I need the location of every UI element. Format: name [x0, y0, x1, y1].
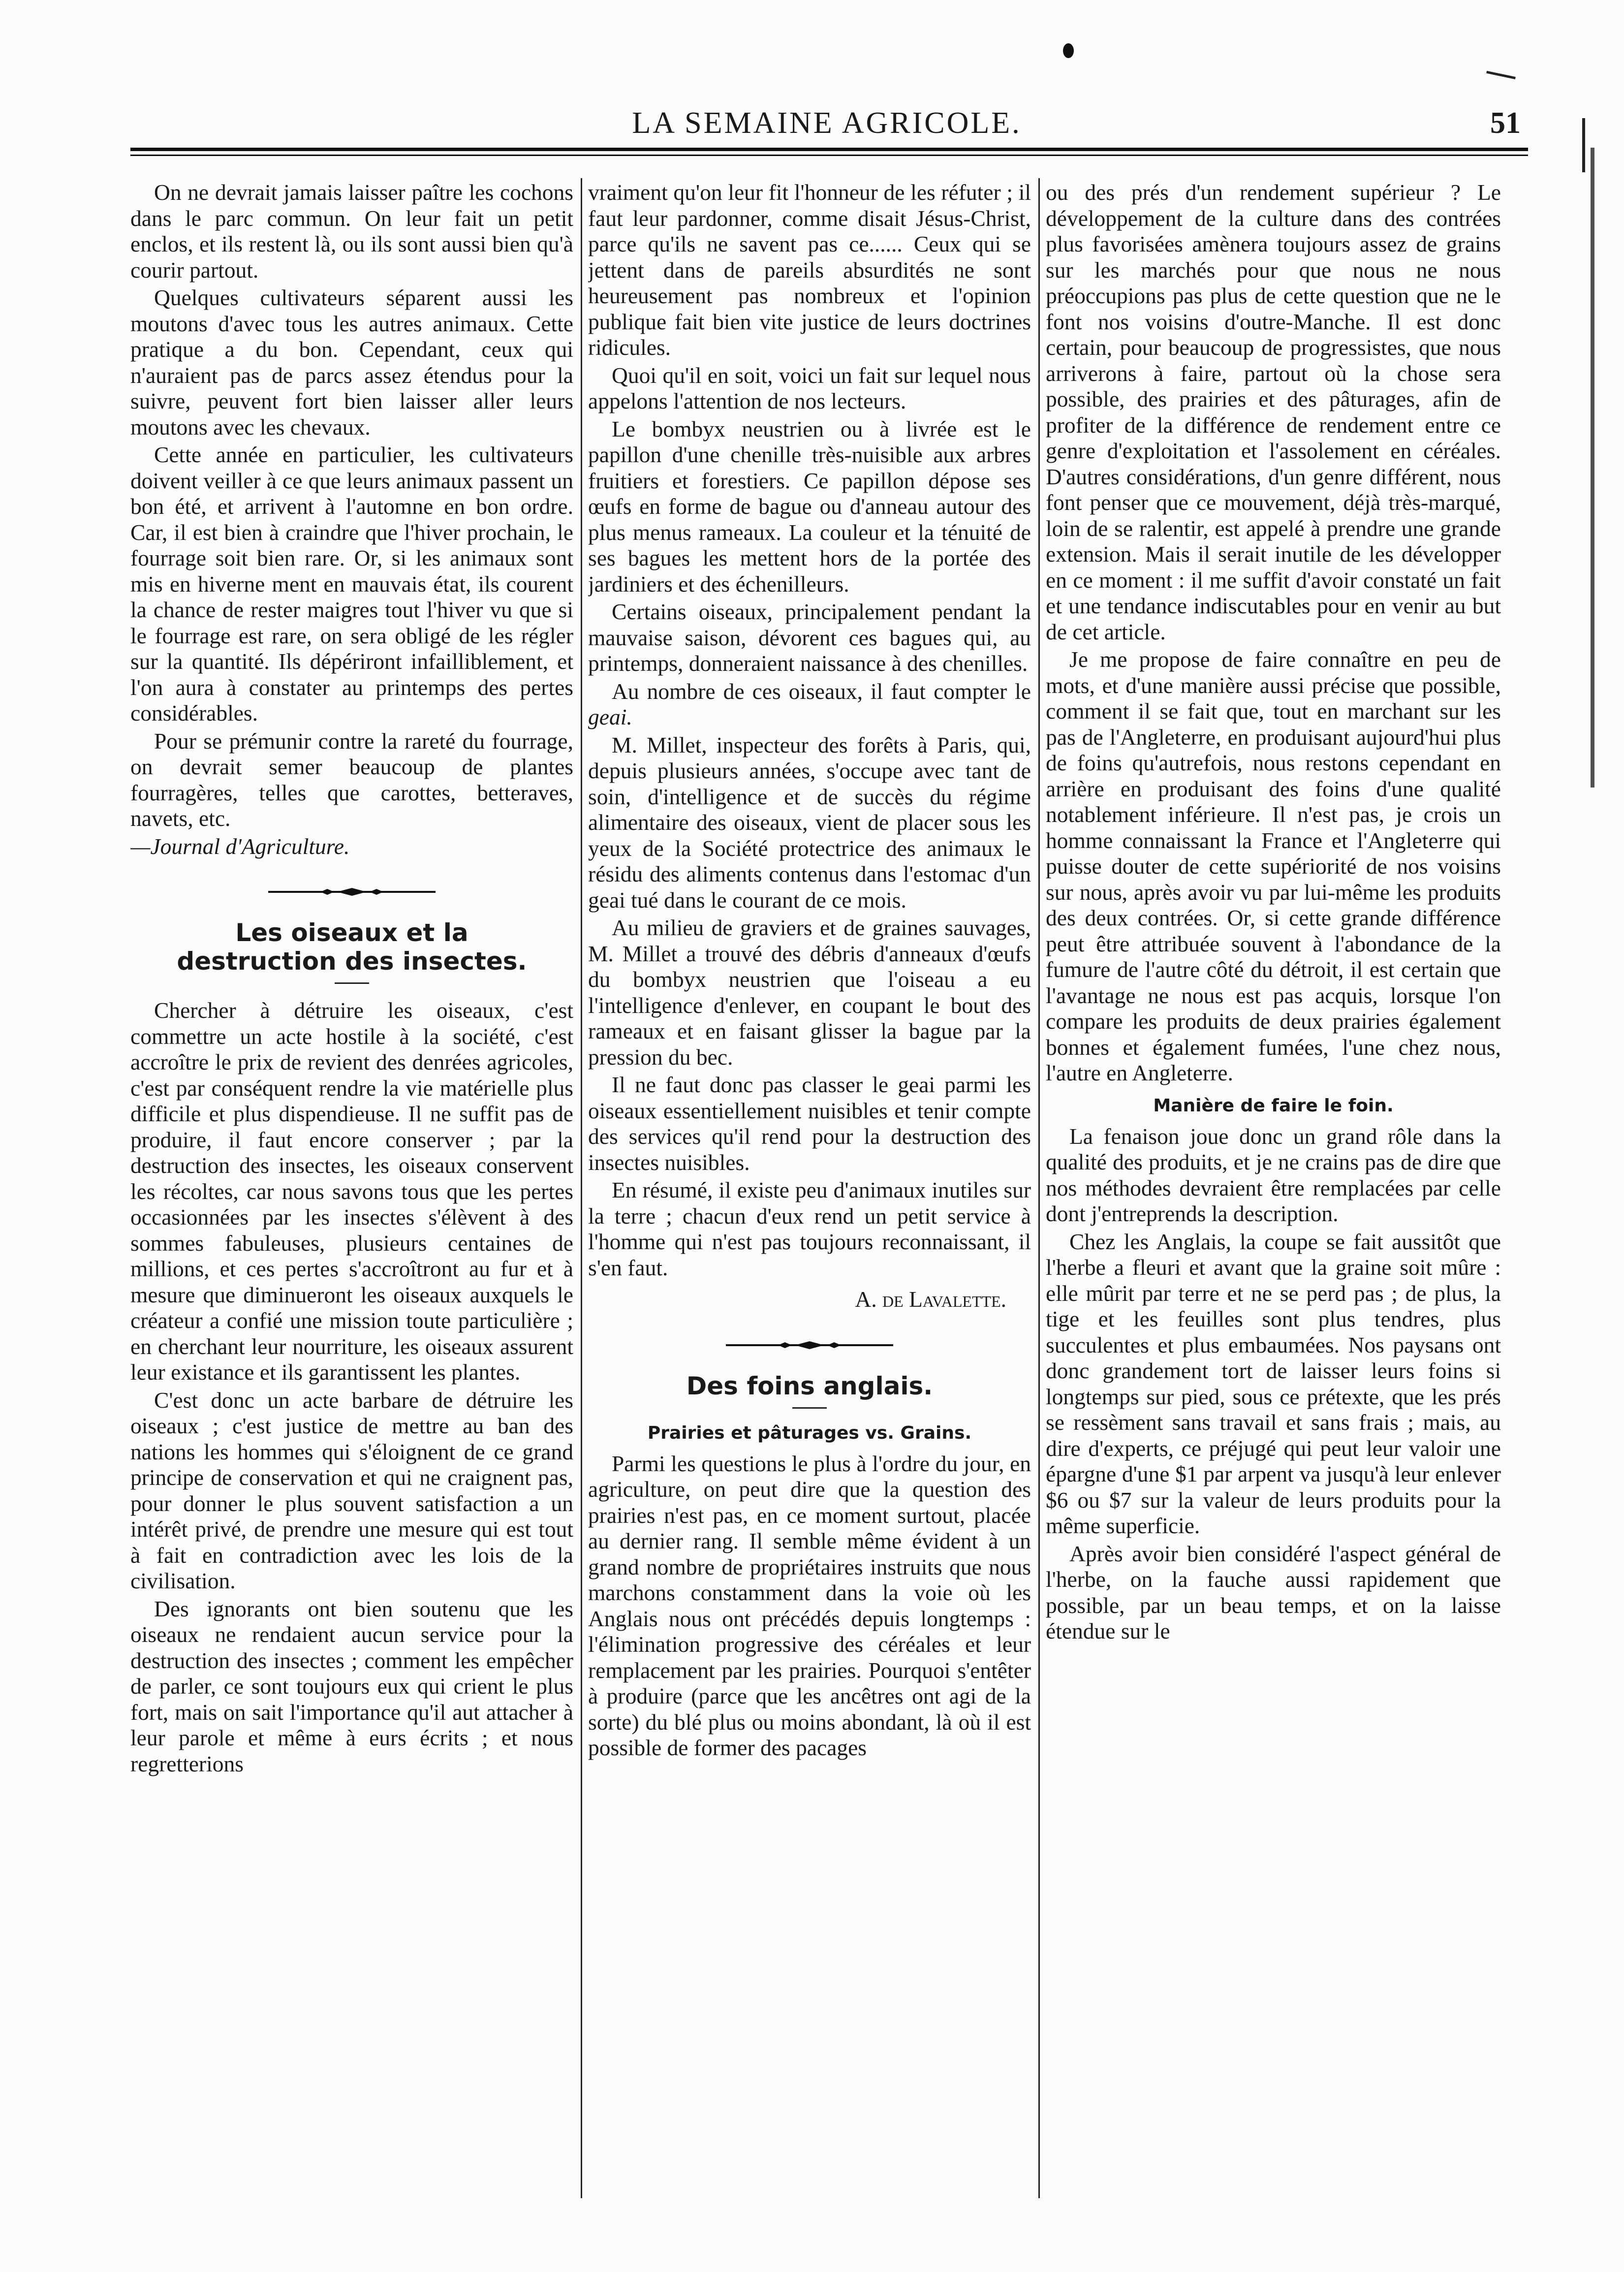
section-ornament [726, 1340, 893, 1350]
article-source: —Journal d'Agriculture. [130, 833, 350, 859]
paragraph: Je me propose de faire connaître en peu de mots, et d'une manière aussi précise que possible, comment il se fait que, tout en marchant sur les pas de l'Angleterre, en produisant aujourd'hui plus de foins qu'autrefois, nous restons cependant en arrière en produisant des foins d'une qualité notablement inférieure. Il n'est pas, je crois un homme connaissant la France et l'Angleterre qui puisse douter de cette supériorité de nos voisins sur nous, après avoir vu par lui-même les produits des deux contrées. Or, si cette grande différence peut être attribuée souvent à l'abondance de la fumure de l'autre côté du détroit, il est certain que l'avantage ne nous est pas acquis, lorsque l'on compare les produits de deux prairies également bonnes et également fumées, l'une chez nous, l'autre en Angleterre. [1046, 647, 1501, 1085]
heading-dash [792, 1407, 827, 1409]
paragraph: Chez les Anglais, la coupe se fait aussitôt que l'herbe a fleuri et avant que la graine soit mûre : elle mûrit par terre et ne se perd pas ; de plus, la tige et les feuilles sont plus tendres, plus succulentes et plus embaumées. Nos paysans ont donc grandement tort de laisser leurs foins si longtemps sur pied, sous ce prétexte, que les prés se ressèment sans travail et sans frais ; mais, au dire d'experts, ce préjugé qui peut leur valoir une épargne d'une $1 par arpent va jusqu'à leur enlever $6 ou $7 sur la valeur de leurs produits pour la même superficie. [1046, 1229, 1501, 1538]
paragraph [588, 679, 1031, 730]
paragraph: En résumé, il existe peu d'animaux inutiles sur la terre ; chacun d'eux rend un petit service à l'homme qui n'est pas toujours reconnaissant, il s'en faut. [588, 1177, 1031, 1280]
paragraph: Quelques cultivateurs séparent aussi les moutons d'avec tous les autres animaux. Cette pratique a du bon. Cependant, ceux qui n'auraient pas de parcs assez étendus pour la suivre, peuvent fort bien laisser aller leurs moutons avec les chevaux. [130, 285, 573, 440]
article-subheading: Prairies et pâturages vs. Grains. [647, 1422, 972, 1443]
column-divider [1038, 178, 1040, 2198]
paragraph: Cette année en particulier, les cultivateurs doivent veiller à ce que leurs animaux passent un bon été, et arrivent à l'automne en bon ordre. Car, il est bien à craindre que l'hiver prochain, le fourrage soit bien rare. Or, si les animaux sont mis en hiverne ment en mauvais état, ils courent la chance de rester maigres tout l'hiver vu que si le fourrage est rare, on sera obligé de les régler sur la quantité. Ils dépériront infailliblement, et l'on aura à constater au printemps des pertes considérables. [130, 442, 573, 726]
article-heading: Des foins anglais. [686, 1371, 933, 1400]
paragraph: On ne devrait jamais laisser paître les cochons dans le parc commun. On leur fait un petit enclos, et ils restent là, ou ils sont aussi bien qu'à courir partout. [130, 180, 573, 283]
paragraph: vraiment qu'on leur fit l'honneur de les réfuter ; il faut leur pardonner, comme disait Jésus-Christ, parce qu'ils ne savent pas ce...... Ceux qui se jettent dans de pareils absurdités ne sont heureusement pas nombreux et l'opinion publique fait bien vite justice de leurs doctrines ridicules. [588, 180, 1031, 360]
column-2 [588, 180, 1031, 2198]
paragraph: Il ne faut donc pas classer le geai parmi les oiseaux essentiellement nuisibles et tenir compte des services qu'il rend pour la destruction des insectes nuisibles. [588, 1072, 1031, 1175]
article-heading: Les oiseaux et la destruction des insectes. [177, 918, 527, 976]
paragraph: La fenaison joue donc un grand rôle dans la qualité des produits, et je ne crains pas de dire que nos méthodes devraient être remplacées par celle dont j'entreprends la description. [1046, 1123, 1501, 1226]
header-rule-thin [130, 155, 1528, 156]
column-divider [581, 178, 582, 2198]
paragraph: ou des prés d'un rendement supérieur ? Le développement de la culture dans des contrées plus favorisées amènera toujours assez de grains sur les marchés pour que nous ne nous préoccupions pas plus de cette question que ne le font nos voisins d'outre-Manche. Il est donc certain, pour beaucoup de progressistes, que nous arriverons à faire, partout où la chose sera possible, des prairies et des pâturages, afin de profiter de la différence de rendement entre ce genre d'exploitation et l'assolement en céréales. D'autres considérations, d'un genre différent, nous font penser que ce mouvement, déjà très-marqué, loin de se ralentir, est appelé à prendre une grande extension. Mais il serait inutile de les développer en ce moment : il me suffit d'avoir constaté un fait et une tendance indiscutables pour en venir au but de cet article. [1046, 180, 1501, 644]
page-header [133, 106, 1521, 150]
column-3 [1046, 180, 1501, 2198]
paragraph: C'est donc un acte barbare de détruire les oiseaux ; c'est justice de mettre au ban des nations les hommes qui s'éloignent de ce grand principe de conservation et qui ne craignent pas, pour donner le plus souvent satisfaction a un intérêt privé, de prendre une mesure qui est tout à fait en contradiction avec les lois de la civilisation. [130, 1387, 573, 1593]
page-number: 51 [1490, 106, 1521, 140]
emphasis-word: geai. [588, 704, 632, 729]
paragraph: Le bombyx neustrien ou à livrée est le papillon d'une chenille très-nuisible aux arbres fruitiers et forestiers. Ce papillon dépose ses œufs en forme de bague ou d'anneau autour des plus menus rameaux. La couleur et la ténuité de ses bagues les mettent hors de la portée des jardiniers et des échenilleurs. [588, 416, 1031, 597]
paragraph-text: Au nombre de ces oiseaux, il faut compter le [612, 678, 1031, 704]
page-edge-mark [1591, 148, 1594, 788]
page-edge-mark [1582, 118, 1585, 172]
newspaper-title: LA SEMAINE AGRICOLE. [632, 106, 1022, 140]
column-1 [130, 180, 573, 2198]
page-edge-mark [1486, 71, 1516, 79]
header-rule-thick [130, 148, 1528, 151]
author-signature: A. de Lavalette. [855, 1287, 1006, 1312]
section-subheading: Manière de faire le foin. [1153, 1095, 1394, 1116]
paragraph: Pour se prémunir contre la rareté du fourrage, on devrait semer beaucoup de plantes fourragères, telles que carottes, betteraves, navets, etc. [130, 728, 573, 831]
paragraph: Chercher à détruire les oiseaux, c'est commettre un acte hostile à la société, c'est accroître le prix de revient des denrées agricoles, c'est par conséquent rendre la vie matérielle plus difficile et plus dispendieuse. Il ne suffit pas de produire, il faut encore conserver ; par la destruction des insectes, les oiseaux conservent les récoltes, car nous savons tous que les pertes occasionnées par les insectes s'élèvent à des sommes fabuleuses, plusieurs centaines de millions, et ces pertes s'accroîtront au fur et à mesure que diminueront les oiseaux auxquels le créateur a confié une mission toute particulière ; en cherchant leur nourriture, les oiseaux assurent leur existance et ils garantissent les plantes. [130, 998, 573, 1385]
paragraph: Certains oiseaux, principalement pendant la mauvaise saison, dévorent ces bagues qui, au printemps, donneraient naissance à des chenilles. [588, 599, 1031, 676]
paragraph: Quoi qu'il en soit, voici un fait sur lequel nous appelons l'attention de nos lecteurs. [588, 362, 1031, 413]
paragraph: M. Millet, inspecteur des forêts à Paris, qui, depuis plusieurs années, s'occupe avec tant de soin, d'intelligence et de succès du régime alimentaire des oiseaux, vient de placer sous les yeux de la Société protectrice des animaux le résidu des aliments contenus dans l'estomac d'un geai tué dans le courant de ce mois. [588, 732, 1031, 913]
heading-dash [335, 982, 369, 984]
section-ornament [268, 887, 436, 897]
paragraph: Après avoir bien considéré l'aspect général de l'herbe, on la fauche aussi rapidement que possible, par un beau temps, et on la laisse étendue sur le [1046, 1541, 1501, 1643]
ink-blot [1063, 43, 1074, 58]
paragraph: Des ignorants ont bien soutenu que les oiseaux ne rendaient aucun service pour la destruction des insectes ; comment les empêcher de parler, ce sont toujours eux qui crient le plus fort, mais on sait l'importance qu'il aut attacher à leur parole et même à eurs écrits ; et nous regretterions [130, 1596, 573, 1776]
paragraph: Au milieu de graviers et de graines sauvages, M. Millet a trouvé des débris d'anneaux d'œufs du bombyx neustrien que l'oiseau a eu l'intelligence d'enlever, en coupant le bout des rameaux et en faisant glisser la bague par la pression du bec. [588, 915, 1031, 1070]
paragraph: Parmi les questions le plus à l'ordre du jour, en agriculture, on peut dire que la question des prairies n'est pas, en ce moment surtout, placée au dernier rang. Il semble même évident à un grand nombre de propriétaires instruits que nous marchons constamment dans la voie où les Anglais nous ont précédés depuis longtemps : l'élimination progressive des céréales et leur remplacement par les prairies. Pourquoi s'entêter à produire (parce que les ancêtres ont agi de la sorte) du blé plus ou moins abondant, là où il est possible de former des pacages [588, 1451, 1031, 1760]
